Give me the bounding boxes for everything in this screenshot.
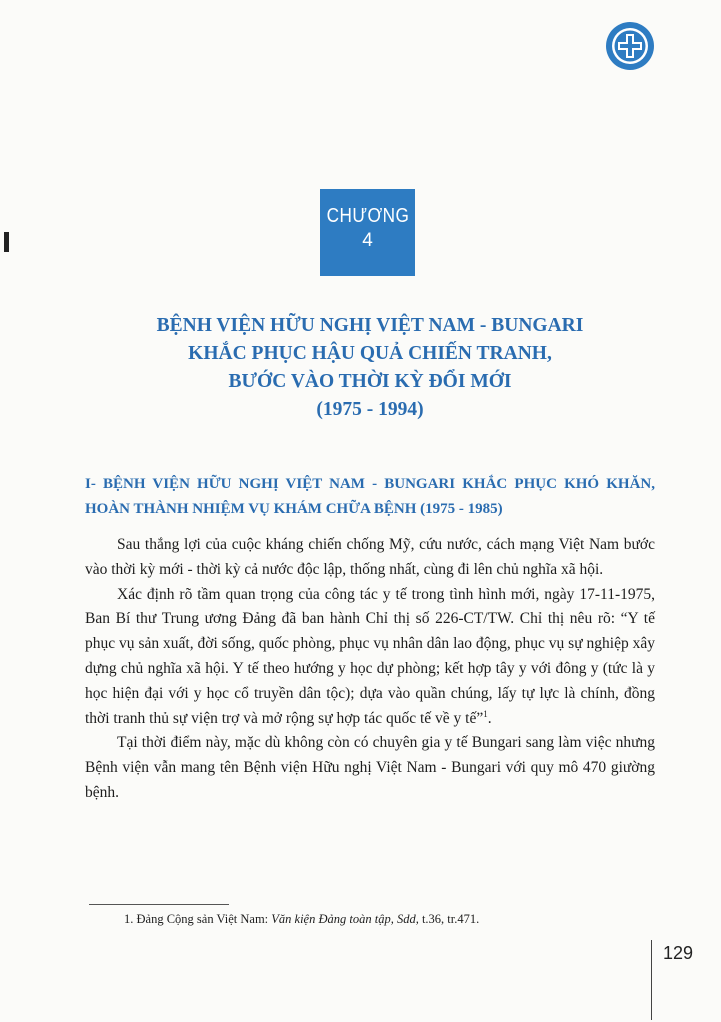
footnote-work: Văn kiện Đảng toàn tập, Sdd, bbox=[271, 912, 419, 926]
title-line: KHẮC PHỤC HẬU QUẢ CHIẾN TRANH, bbox=[188, 343, 552, 364]
hospital-logo-icon bbox=[604, 20, 656, 72]
footnote-location: t.36, tr.471. bbox=[421, 912, 480, 926]
paragraph: Tại thời điểm này, mặc dù không còn có chuyên gia y tế Bungari sang làm việc nhưng Bệnh viện vẫn mang tên Bệnh viện Hữu nghị Việt Nam - Bungari với quy mô 470 giường bệnh. bbox=[85, 734, 655, 801]
title-years: (1975 - 1994) bbox=[316, 399, 424, 420]
footnote-number: 1. bbox=[124, 912, 134, 926]
chapter-title bbox=[90, 312, 650, 424]
edge-mark bbox=[4, 232, 9, 252]
section-heading: I- BỆNH VIỆN HỮU NGHỊ VIỆT NAM - BUNGARI KHẮC PHỤC KHÓ KHĂN, HOÀN THÀNH NHIỆM VỤ KHÁM CHỮA BỆNH (1975 - 1985) bbox=[85, 476, 655, 517]
chapter-number: 4 bbox=[362, 230, 373, 251]
page-number: 129 bbox=[663, 943, 694, 963]
footnote-divider bbox=[89, 904, 229, 905]
chapter-box bbox=[320, 189, 415, 276]
paragraph-text: Xác định rõ tầm quan trọng của công tác y tế trong tình hình mới, ngày 17-11-1975, Ban Bí thư Trung ương Đảng đã ban hành Chỉ thị số 226-CT/TW. Chỉ thị nêu rõ: “Y tế phục vụ sản xuất, đời sống, quốc phòng, phục vụ nhân dân lao động, phục vụ sự nghiệp xây dựng chủ nghĩa xã hội. Y tế theo hướng y học dự phòng; kết hợp tây y với đông y (tức là y học hiện đại với y học cổ truyền dân tộc); dựa vào quần chúng, lấy tự lực là chính, đồng thời tranh thủ sự viện trợ và mở rộng sự hợp tác quốc tế về y tế” bbox=[85, 585, 655, 727]
title-line: BỆNH VIỆN HỮU NGHỊ VIỆT NAM - BUNGARI bbox=[156, 315, 584, 336]
page-number-divider bbox=[651, 940, 652, 1020]
paragraph: Xác định rõ tầm quan trọng của công tác y tế trong tình hình mới, ngày 17-11-1975, Ban Bí thư Trung ương Đảng đã ban hành Chỉ thị số 226-CT/TW. Chỉ thị nêu rõ: “Y tế phục vụ sản xuất, đời sống, quốc phòng, phục vụ nhân dân lao động, phục vụ sự nghiệp xây dựng chủ nghĩa xã hội. Y tế theo hướng y học dự phòng; kết hợp tây y với đông y (tức là y học hiện đại với y học cổ truyền dân tộc); dựa vào quần chúng, lấy tự lực là chính, đồng thời tranh thủ sự viện trợ và mở rộng sự hợp tác quốc tế về y tế”$^1$. bbox=[85, 585, 655, 727]
body-text bbox=[85, 533, 655, 806]
paragraph: Sau thắng lợi của cuộc kháng chiến chống Mỹ, cứu nước, cách mạng Việt Nam bước vào thời kỳ mới - thời kỳ cả nước độc lập, thống nhất, cùng đi lên chủ nghĩa xã hội. bbox=[85, 536, 655, 578]
title-line: BƯỚC VÀO THỜI KỲ ĐỔI MỚI bbox=[228, 371, 512, 392]
chapter-label: CHƯƠNG bbox=[326, 205, 410, 227]
footnote bbox=[124, 910, 644, 928]
footnote-author: Đảng Cộng sản Việt Nam: bbox=[136, 912, 269, 926]
footnote-ref[interactable]: 1 bbox=[483, 708, 488, 719]
